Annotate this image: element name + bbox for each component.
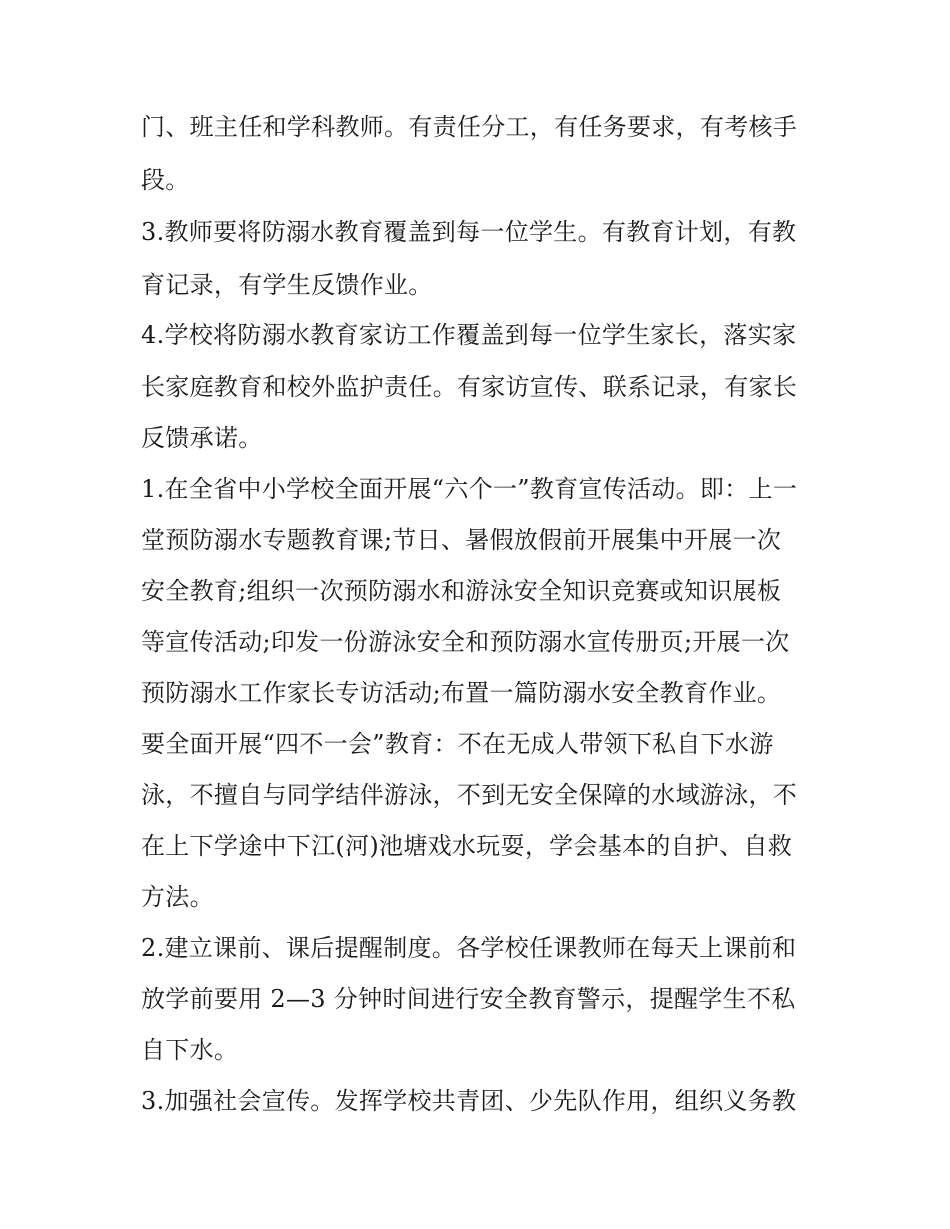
text-line: 育记录，有学生反馈作业。 bbox=[141, 271, 433, 299]
text-line: 安全教育;组织一次预防溺水和游泳安全知识竞赛或知识展板 bbox=[141, 577, 782, 605]
text-line: 4.学校将防溺水教育家访工作覆盖到每一位学生家长，落实家 bbox=[141, 321, 797, 349]
text-line: 反馈承诺。 bbox=[141, 424, 263, 452]
text-line: 3.加强社会宣传。发挥学校共青团、少先队作用，组织义务教 bbox=[141, 1087, 797, 1115]
text-line: 自下水。 bbox=[141, 1036, 239, 1064]
text-line: 要全面开展“四不一会”教育：不在无成人带领下私自下水游 bbox=[141, 730, 774, 758]
text-line: 方法。 bbox=[141, 883, 214, 911]
text-line: 预防溺水工作家长专访活动;布置一篇防溺水安全教育作业。 bbox=[141, 679, 782, 707]
text-line: 3.教师要将防溺水教育覆盖到每一位学生。有教育计划，有教 bbox=[141, 218, 797, 246]
text-line: 1.在全省中小学校全面开展“六个一”教育宣传活动。即：上一 bbox=[141, 475, 798, 503]
text-line: 段。 bbox=[141, 166, 190, 194]
text-line: 长家庭教育和校外监护责任。有家访宣传、联系记录，有家长 bbox=[141, 373, 798, 401]
text-line: 门、班主任和学科教师。有责任分工，有任务要求，有考核手 bbox=[141, 113, 798, 141]
text-line: 泳，不擅自与同学结伴游泳，不到无安全保障的水域游泳，不 bbox=[141, 781, 798, 809]
text-line: 2.建立课前、课后提醒制度。各学校任课教师在每天上课前和 bbox=[141, 934, 797, 962]
text-line: 堂预防溺水专题教育课;节日、暑假放假前开展集中开展一次 bbox=[141, 526, 782, 554]
text-line: 在上下学途中下江(河)池塘戏水玩耍，学会基本的自护、自救 bbox=[141, 832, 793, 860]
text-line: 等宣传活动;印发一份游泳安全和预防溺水宣传册页;开展一次 bbox=[141, 628, 790, 656]
text-line: 放学前要用 2—3 分钟时间进行安全教育警示，提醒学生不私 bbox=[141, 985, 796, 1013]
